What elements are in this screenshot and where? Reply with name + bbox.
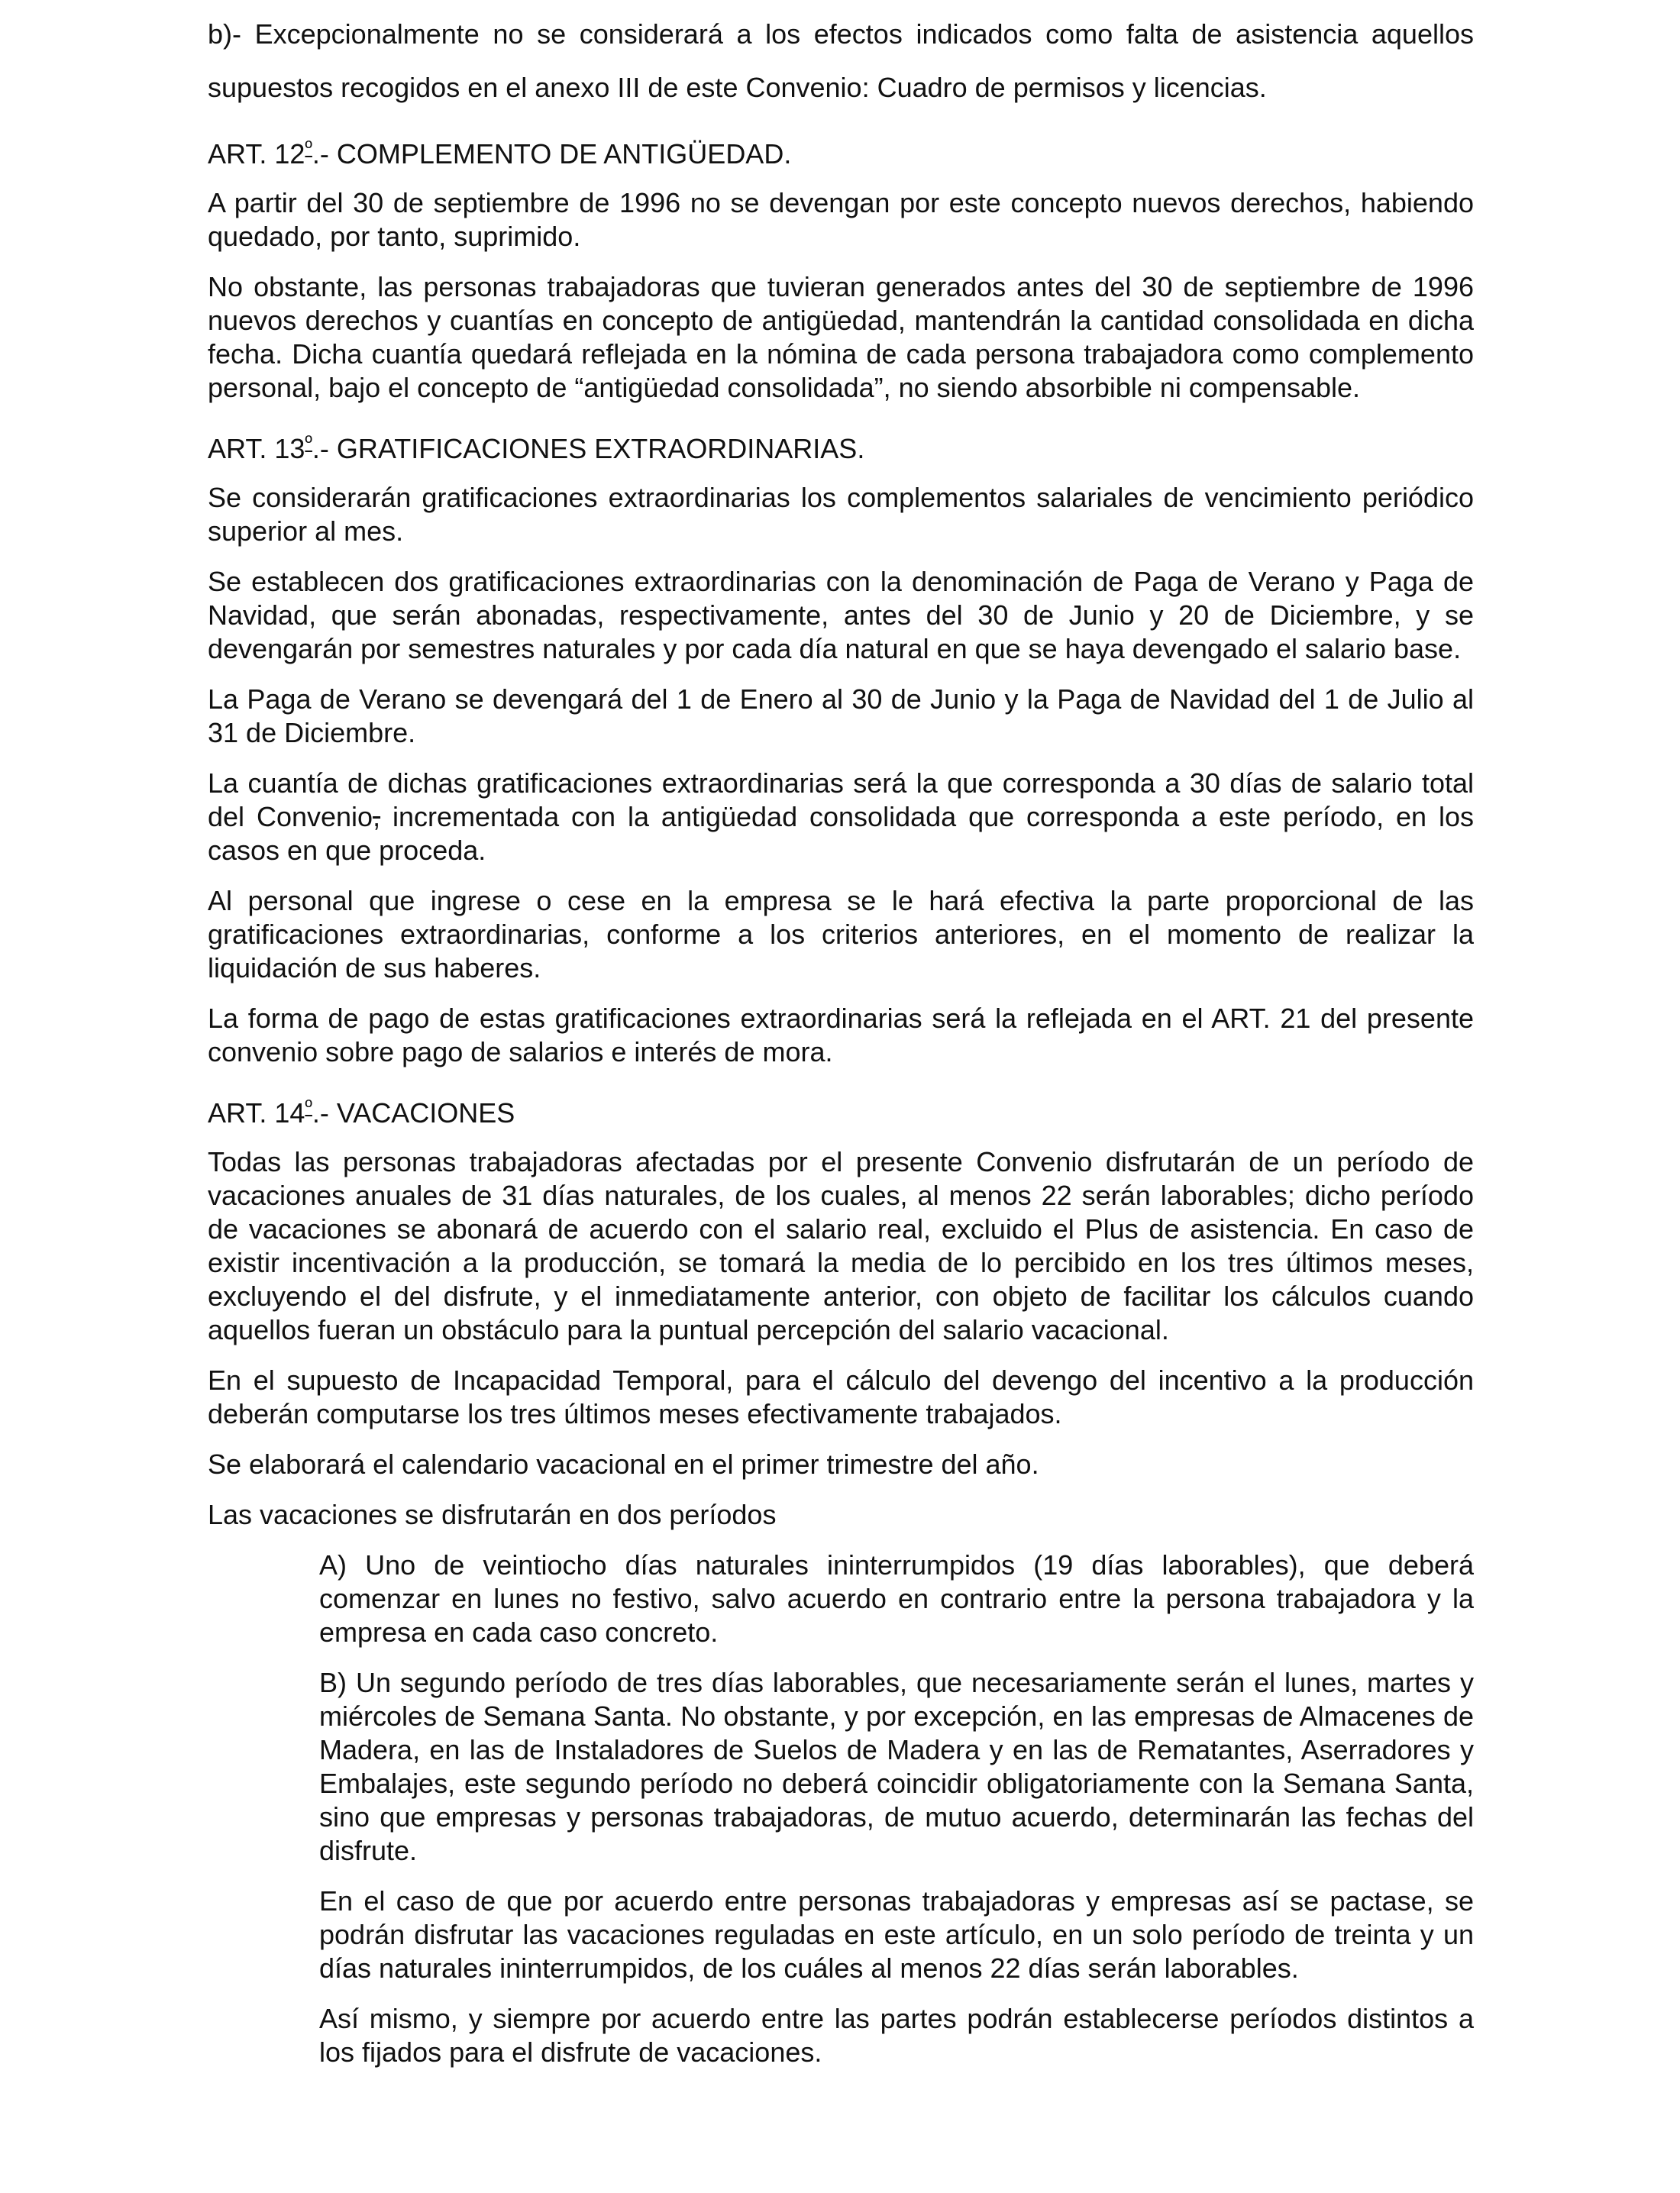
struck-comma: , [373,801,381,832]
art14-item-a: A) Uno de veintiocho días naturales ininterrumpidos (19 días laborables), que deberá comenzar en lunes no festivo, salvo acuerdo en contrario entre la persona trabajadora y la empresa en cada caso concreto. [319,1549,1474,1648]
art13-paragraph-4 [208,767,1474,867]
art12-heading [208,137,1474,171]
art14-heading [208,1096,1474,1130]
art13-paragraph-1: Se considerarán gratificaciones extraordinarias los complementos salariales de vencimiento periódico superior al mes. [208,482,1474,547]
art13-heading [208,432,1474,466]
art14-paragraph-1: Todas las personas trabajadoras afectadas por el presente Convenio disfrutarán de un período de vacaciones anuales de 31 días naturales, de los cuales, al menos 22 serán laborables; dicho período de vacaciones se abonará de acuerdo con el salario real, excluido el Plus de asistencia. En caso de existir incentivación a la producción, se tomará la media de lo percibido en los tres últimos meses, excluyendo el del disfrute, y el inmediatamente anterior, con objeto de facilitar los cálculos cuando aquellos fueran un obstáculo para la puntual percepción del salario vacacional. [208,1146,1474,1345]
art13-p4-end: incrementada con la antigüedad consolidada que corresponda a este período, en los casos en que proceda. [208,801,1474,866]
art13-heading-title: .- GRATIFICACIONES EXTRAORDINARIAS. [312,433,865,464]
art12-heading-number: ART. 12 [208,138,305,170]
art14-paragraph-4: Las vacaciones se disfrutarán en dos períodos [208,1499,777,1530]
art14-item-c: En el caso de que por acuerdo entre personas trabajadoras y empresas así se pactase, se podrán disfrutar las vacaciones reguladas en este artículo, en un solo período de treinta y un días naturales ininterrumpidos, de los cuáles al menos 22 días serán laborables. [319,1885,1474,1984]
art13-heading-number: ART. 13 [208,433,305,464]
art14-heading-number: ART. 14 [208,1097,305,1129]
art12-heading-title: .- COMPLEMENTO DE ANTIGÜEDAD. [312,138,792,170]
art13-ordinal: º [305,431,312,454]
intro-paragraph: b)- Excepcionalmente no se considerará a los efectos indicados como falta de asistencia aquellos supuestos recogidos en el anexo III de este Convenio: Cuadro de permisos y licencias. [208,18,1474,103]
art14-heading-title: .- VACACIONES [312,1097,515,1129]
art13-paragraph-3: La Paga de Verano se devengará del 1 de Enero al 30 de Junio y la Paga de Navidad del 1 de Julio al 31 de Diciembre. [208,683,1474,748]
art12-ordinal: º [305,136,312,159]
art14-item-b: B) Un segundo período de tres días laborables, que necesariamente serán el lunes, martes y miércoles de Semana Santa. No obstante, y por excepción, en las empresas de Almacenes de Madera, en las de Instaladores de Suelos de Madera y en las de Rematantes, Aserradores y Embalajes, este segundo período no deberá coincidir obligatoriamente con la Semana Santa, sino que empresas y personas trabajadoras, de mutuo acuerdo, determinarán las fechas del disfrute. [319,1667,1474,1866]
art13-p4-start: La cuantía de dichas gratificaciones extraordinarias será la que corresponda a 30 días de salario total del Convenio [208,767,1474,832]
art14-paragraph-3: Se elaborará el calendario vacacional en el primer trimestre del año. [208,1449,1039,1480]
art13-paragraph-2: Se establecen dos gratificaciones extraordinarias con la denominación de Paga de Verano y Paga de Navidad, que serán abonadas, respectivamente, antes del 30 de Junio y 20 de Diciembre, y se devengarán por semestres naturales y por cada día natural en que se haya devengado el salario base. [208,566,1474,664]
art14-paragraph-2: En el supuesto de Incapacidad Temporal, para el cálculo del devengo del incentivo a la producción deberán computarse los tres últimos meses efectivamente trabajados. [208,1365,1474,1429]
document-page [208,8,1474,2086]
art14-ordinal: º [305,1095,312,1118]
art13-paragraph-6: La forma de pago de estas gratificaciones extraordinarias será la reflejada en el ART. 21 del presente convenio sobre pago de salarios e interés de mora. [208,1003,1474,1067]
art12-paragraph-1: A partir del 30 de septiembre de 1996 no se devengan por este concepto nuevos derechos, habiendo quedado, por tanto, suprimido. [208,187,1474,252]
art14-item-d: Así mismo, y siempre por acuerdo entre las partes podrán establecerse períodos distintos a los fijados para el disfrute de vacaciones. [319,2003,1474,2068]
art12-paragraph-2: No obstante, las personas trabajadoras que tuvieran generados antes del 30 de septiembre de 1996 nuevos derechos y cuantías en concepto de antigüedad, mantendrán la cantidad consolidada en dicha fecha. Dicha cuantía quedará reflejada en la nómina de cada persona trabajadora como complemento personal, bajo el concepto de “antigüedad consolidada”, no siendo absorbible ni compensable. [208,271,1474,403]
art13-paragraph-5: Al personal que ingrese o cese en la empresa se le hará efectiva la parte proporcional de las gratificaciones extraordinarias, conforme a los criterios anteriores, en el momento de realizar la liquidación de sus haberes. [208,885,1474,983]
